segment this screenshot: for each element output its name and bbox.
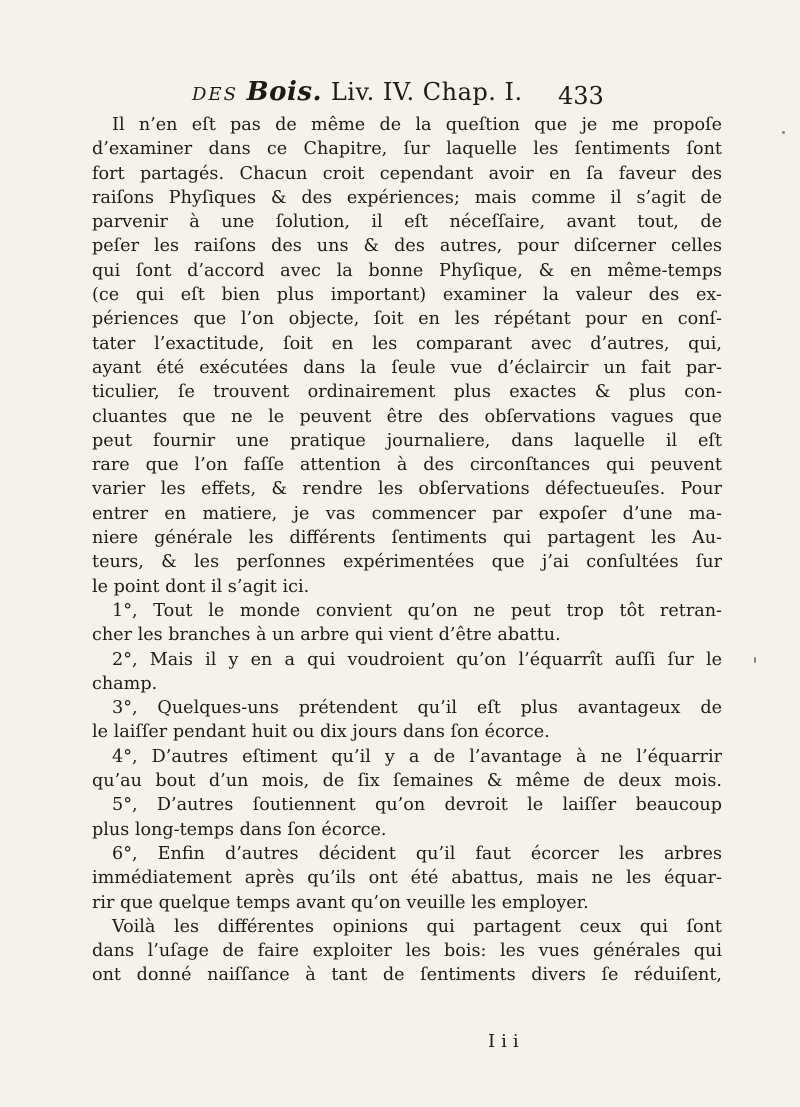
running-title-chapter: Liv. IV. Chap. I. (330, 78, 523, 106)
text-line: rare que l’on faſſe attention à des circonſtances qui peuvent (92, 455, 722, 476)
running-title-bois: Bois. (246, 77, 323, 107)
text-line: dans l’uſage de faire exploiter les bois: les vues générales qui (92, 941, 722, 962)
page-header (0, 72, 800, 112)
text-line: raiſons Phyſiques & des expériences; mais comme il s’agit de (92, 187, 722, 208)
paper-speck (754, 657, 756, 663)
text-line: fort partagés. Chacun croit cependant avoir en ſa faveur des (92, 163, 722, 184)
text-line: 3°, Quelques-uns prétendent qu’il eſt plus avantageux de (112, 698, 722, 719)
text-line: qu’au bout d’un mois, de ſix ſemaines & même de deux mois. (92, 771, 722, 792)
signature-mark: Iii (488, 1031, 525, 1052)
text-line: le point dont il s’agit ici. (92, 576, 310, 597)
text-line: 4°, D’autres eſtiment qu’il y a de l’avantage à ne l’équarrir (112, 746, 722, 767)
text-line: 5°, D’autres ſoutiennent qu’on devroit le laiſſer beaucoup (112, 795, 722, 816)
text-line: cluantes que ne le peuvent être des obſervations vagues que (92, 406, 722, 427)
paper-speck (782, 131, 785, 134)
page-number: 433 (558, 82, 604, 110)
text-line: périences que l’on objecte, ſoit en les répétant pour en conſ- (92, 309, 722, 330)
text-line: parvenir à une ſolution, il eſt néceſſaire, avant tout, de (92, 212, 722, 233)
text-line: Voilà les différentes opinions qui partagent ceux qui ſont (112, 916, 722, 937)
text-line: d’examiner dans ce Chapitre, ſur laquelle les ſentiments ſont (92, 139, 722, 160)
running-title-des: DES (192, 84, 238, 105)
text-line: tater l’exactitude, ſoit en les comparant avec d’autres, qui, (92, 333, 722, 354)
text-line: ticulier, ſe trouvent ordinairement plus exactes & plus con- (92, 382, 722, 403)
running-title (192, 72, 523, 115)
text-line: ont donné naiſſance à tant de ſentiments divers ſe réduiſent, (92, 965, 722, 986)
text-line: qui ſont d’accord avec la bonne Phyſique, & en même-temps (92, 260, 722, 281)
text-line: le laiſſer pendant huit ou dix jours dans ſon écorce. (92, 722, 550, 743)
text-line: Il n’en eſt pas de même de la queſtion que je me propoſe (112, 115, 722, 135)
text-line: niere générale les différents ſentiments qui partagent les Au- (92, 528, 722, 549)
text-line: teurs, & les perſonnes expérimentées que j’ai conſultées ſur (92, 552, 722, 573)
text-line: entrer en matiere, je vas commencer par expoſer d’une ma- (92, 503, 722, 524)
text-line: cher les branches à un arbre qui vient d’être abattu. (92, 625, 561, 646)
text-line: peſer les raiſons des uns & des autres, pour diſcerner celles (92, 236, 722, 257)
text-line: peut fournir une pratique journaliere, dans laquelle il eſt (92, 430, 722, 451)
text-line: 1°, Tout le monde convient qu’on ne peut trop tôt retran- (112, 600, 722, 621)
text-line: ayant été exécutées dans la ſeule vue d’éclaircir un fait par- (92, 357, 722, 378)
text-line: 6°, Enfin d’autres décident qu’il faut écorcer les arbres (112, 843, 722, 864)
text-line: 2°, Mais il y en a qui voudroient qu’on l’équarrît auſſi ſur le (112, 649, 722, 670)
body-text (92, 113, 722, 988)
text-line: rir que quelque temps avant qu’on veuille les employer. (92, 892, 589, 913)
text-line: plus long-temps dans ſon écorce. (92, 819, 387, 840)
text-line: (ce qui eſt bien plus important) examiner la valeur des ex- (92, 285, 722, 306)
text-line: immédiatement après qu’ils ont été abattus, mais ne les équar- (92, 868, 722, 889)
text-line: champ. (92, 673, 158, 694)
text-line: varier les effets, & rendre les obſervations défectueuſes. Pour (92, 479, 722, 500)
